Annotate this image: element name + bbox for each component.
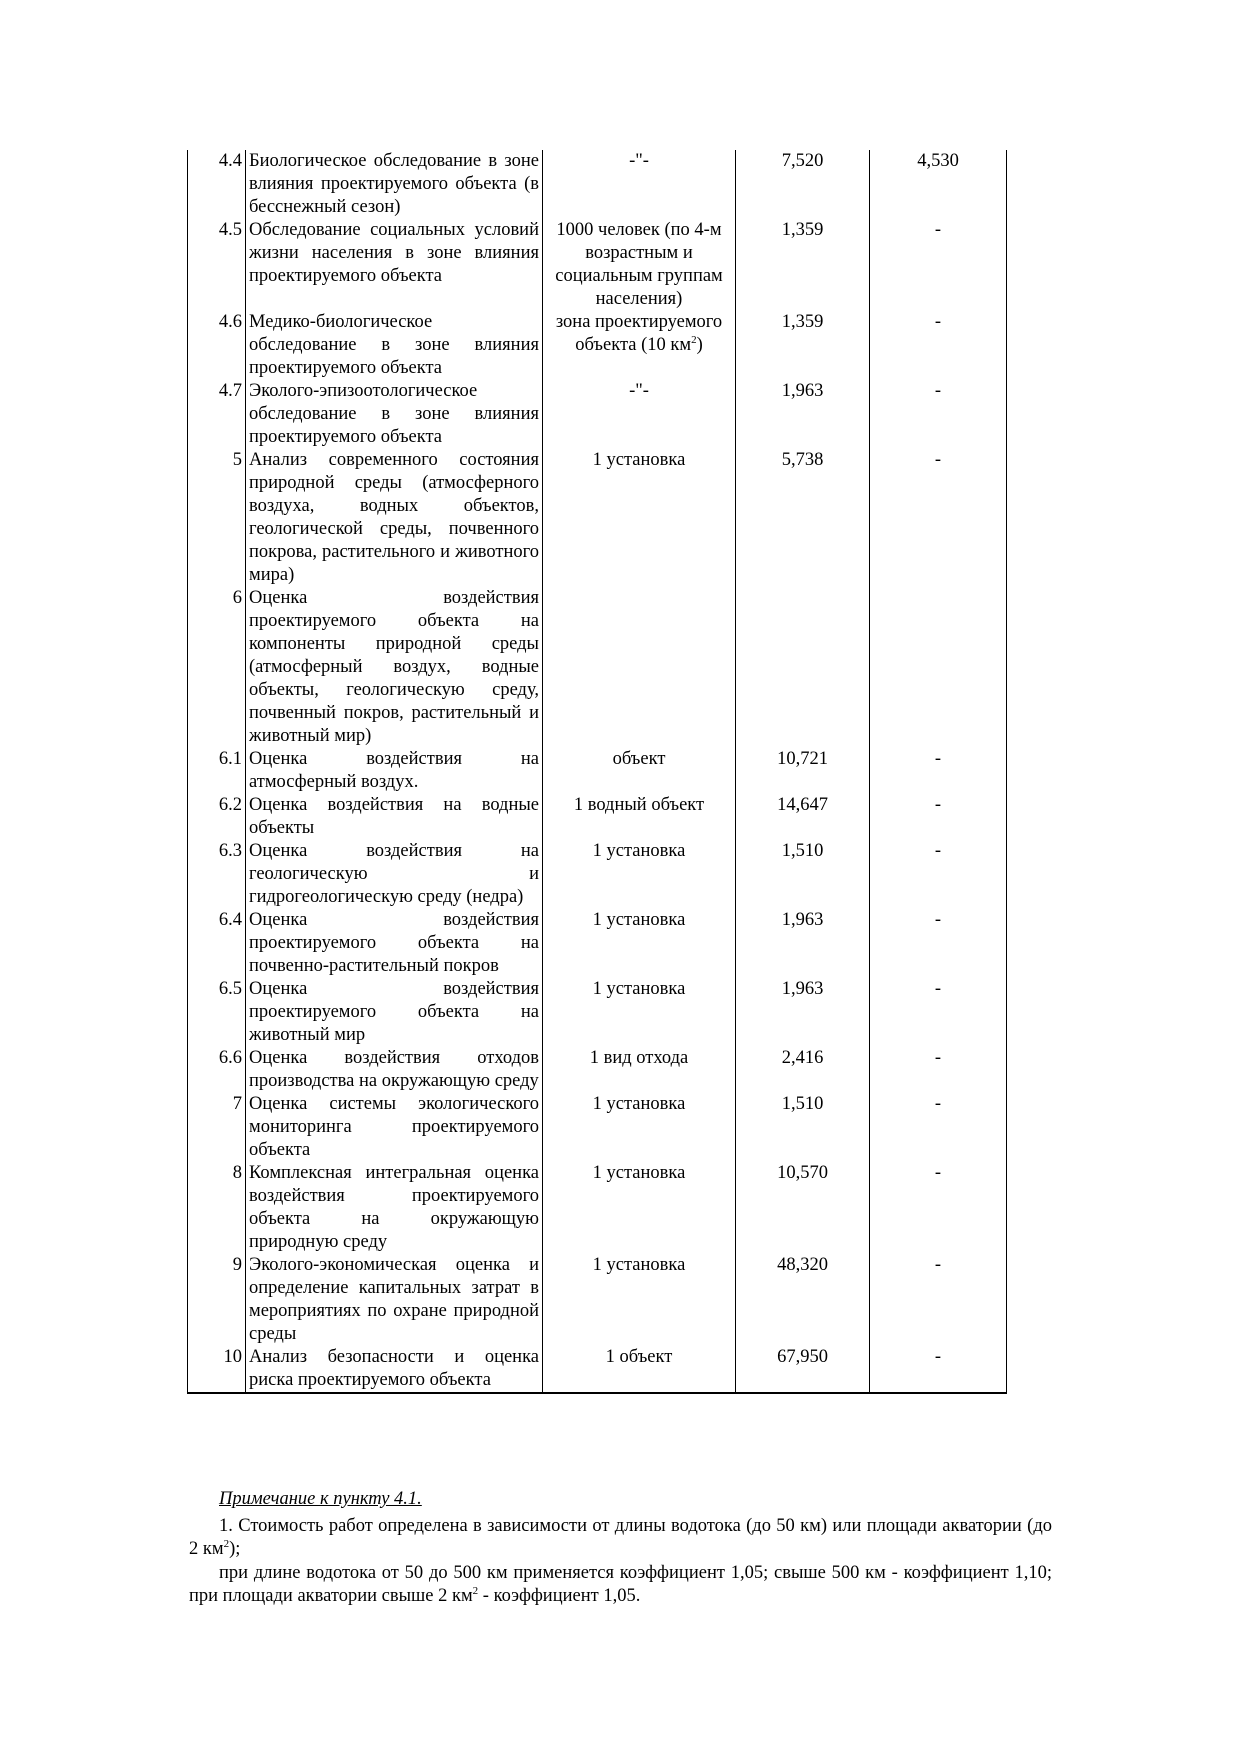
work-name <box>246 840 543 909</box>
measure-unit <box>543 219 736 311</box>
row-number <box>188 840 246 909</box>
price-value-2-text: - <box>934 1255 942 1275</box>
price-value <box>736 449 870 587</box>
note-title: Примечание к пункту 4.1. <box>219 1489 422 1509</box>
price-value-2-text: - <box>934 795 942 815</box>
measure-unit-text: 1000 человек (по 4-м возрастным и социальным группам населения) <box>555 220 723 309</box>
price-value <box>736 1254 870 1346</box>
price-value-text: 5,738 <box>781 450 824 470</box>
row-number-text: 6.1 <box>218 749 242 769</box>
work-name <box>246 1047 543 1093</box>
price-value-2 <box>870 794 1007 840</box>
note-paragraph-1-text: 1. Стоимость работ определена в зависимости от длины водотока (до 50 км) или площади акватории (до 2 км <box>189 1515 1052 1559</box>
price-value-2-text: 4,530 <box>917 151 959 171</box>
work-name <box>246 909 543 978</box>
price-value-2 <box>870 978 1007 1047</box>
price-value <box>736 909 870 978</box>
price-value-2-text: - <box>934 841 942 861</box>
work-name-text: Обследование социальных условий жизни населения в зоне влияния проектируемого объекта <box>249 220 539 286</box>
row-number-text: 6.4 <box>218 910 242 930</box>
table-row <box>188 978 1007 1047</box>
price-value-2 <box>870 587 1007 748</box>
measure-unit <box>543 909 736 978</box>
work-name-text: Биологическое обследование в зоне влияния проектируемого объекта (в бесснежный сезон) <box>249 151 539 217</box>
row-number <box>188 311 246 380</box>
price-value-2 <box>870 1346 1007 1393</box>
row-number-text: 5 <box>232 450 242 470</box>
price-value <box>736 1346 870 1393</box>
work-name-text: Эколого-экономическая оценка и определение капитальных затрат в мероприятиях по охране природной среды <box>249 1255 539 1344</box>
price-value-2-text: - <box>934 220 942 240</box>
measure-unit <box>543 1346 736 1393</box>
row-number <box>188 1346 246 1393</box>
price-value-2 <box>870 380 1007 449</box>
row-number <box>188 1093 246 1162</box>
price-value <box>736 748 870 794</box>
price-value-2 <box>870 1254 1007 1346</box>
row-number-text: 6.2 <box>218 795 242 815</box>
table-row <box>188 1047 1007 1093</box>
price-value-text: 1,963 <box>781 381 824 401</box>
price-value-2-text: - <box>934 910 942 930</box>
row-number <box>188 909 246 978</box>
price-value-2-text: - <box>934 381 942 401</box>
price-value <box>736 1093 870 1162</box>
note-paragraph-2-text: при длине водотока от 50 до 500 км применяется коэффициент 1,05; свыше 500 км - коэффициент 1,10; при площади акватории свыше 2 км <box>189 1562 1052 1606</box>
measure-unit-text: 1 установка <box>592 910 686 930</box>
price-value-2 <box>870 1093 1007 1162</box>
work-name-text: Анализ безопасности и оценка риска проектируемого объекта <box>249 1347 539 1390</box>
price-value-text: 7,520 <box>781 151 824 171</box>
price-value <box>736 380 870 449</box>
price-value-2-text: - <box>934 1163 942 1183</box>
price-value-text: 14,647 <box>777 795 828 815</box>
table-row <box>188 1346 1007 1393</box>
price-value <box>736 311 870 380</box>
row-number <box>188 748 246 794</box>
note-paragraph-1-end: ); <box>229 1539 241 1559</box>
price-value <box>736 219 870 311</box>
row-number <box>188 1162 246 1254</box>
work-name-text: Комплексная интегральная оценка воздействия проектируемого объекта на окружающую природную среду <box>249 1163 539 1252</box>
work-name <box>246 150 543 219</box>
price-value-2-text: - <box>934 1347 942 1367</box>
measure-unit-text: 1 установка <box>592 450 686 470</box>
superscript: 2 <box>472 1584 479 1597</box>
price-value-2-text: - <box>934 979 942 999</box>
table-row <box>188 840 1007 909</box>
measure-unit-text: 1 установка <box>592 979 686 999</box>
table-row <box>188 380 1007 449</box>
work-name-text: Оценка воздействия на атмосферный воздух. <box>249 749 539 792</box>
price-value-text: 10,721 <box>777 749 828 769</box>
table-row <box>188 311 1007 380</box>
measure-unit <box>543 1162 736 1254</box>
price-value-2 <box>870 909 1007 978</box>
work-name <box>246 1093 543 1162</box>
price-value <box>736 1047 870 1093</box>
measure-unit-text: 1 установка <box>592 1094 686 1114</box>
measure-unit-text: -"- <box>629 381 649 401</box>
measure-unit <box>543 794 736 840</box>
row-number <box>188 219 246 311</box>
measure-unit-text: 1 водный объект <box>573 795 705 815</box>
row-number-text: 4.5 <box>218 220 242 240</box>
row-number-text: 6 <box>232 588 242 608</box>
row-number-text: 4.7 <box>218 381 242 401</box>
table-row <box>188 794 1007 840</box>
table-row <box>188 219 1007 311</box>
work-name <box>246 1254 543 1346</box>
work-name <box>246 978 543 1047</box>
measure-unit-text: 1 вид отхода <box>589 1048 689 1068</box>
price-value-text: 1,510 <box>781 1094 824 1114</box>
work-name-text: Оценка системы экологического мониторинга проектируемого объекта <box>249 1094 539 1160</box>
price-value-2 <box>870 219 1007 311</box>
table-row <box>188 1162 1007 1254</box>
price-value-text: 1,359 <box>781 220 824 240</box>
price-value-text: 2,416 <box>781 1048 824 1068</box>
work-name-text: Оценка воздействия проектируемого объекта на почвенно-растительный покров <box>249 910 539 976</box>
table-row <box>188 150 1007 219</box>
work-name-text: Эколого-эпизоотологическое обследование в зоне влияния проектируемого объекта <box>249 381 539 447</box>
work-name-text: Оценка воздействия проектируемого объекта на животный мир <box>249 979 539 1045</box>
work-name <box>246 587 543 748</box>
measure-unit <box>543 748 736 794</box>
price-value-2 <box>870 150 1007 219</box>
row-number <box>188 449 246 587</box>
row-number <box>188 794 246 840</box>
note-paragraph-2-end: - коэффициент 1,05. <box>478 1586 641 1606</box>
row-number-text: 10 <box>223 1347 242 1367</box>
row-number-text: 9 <box>232 1255 242 1275</box>
measure-unit-text: 1 установка <box>592 1255 686 1275</box>
work-name <box>246 794 543 840</box>
measure-unit <box>543 150 736 219</box>
superscript: 2 <box>223 1537 230 1550</box>
measure-unit <box>543 1047 736 1093</box>
superscript: 2 <box>691 333 697 346</box>
work-name-text: Анализ современного состояния природной среды (атмосферного воздуха, водных объектов, геологической среды, почвенного покрова, растительного и животного мира) <box>249 450 539 585</box>
measure-unit-text: 1 установка <box>592 841 686 861</box>
price-value-2 <box>870 311 1007 380</box>
price-value <box>736 587 870 748</box>
price-value-2 <box>870 449 1007 587</box>
price-value-2 <box>870 840 1007 909</box>
price-value-text: 10,570 <box>777 1163 828 1183</box>
price-value-2 <box>870 1047 1007 1093</box>
measure-unit <box>543 380 736 449</box>
work-name-text: Медико-биологическое обследование в зоне влияния проектируемого объекта <box>249 312 539 378</box>
price-value <box>736 1162 870 1254</box>
work-name-text: Оценка воздействия на водные объекты <box>249 795 539 838</box>
table-row <box>188 449 1007 587</box>
measure-unit-text: объект <box>612 749 666 769</box>
row-number <box>188 380 246 449</box>
note-block <box>189 1488 1052 1609</box>
price-value-2 <box>870 1162 1007 1254</box>
row-number-text: 8 <box>232 1163 242 1183</box>
row-number <box>188 150 246 219</box>
row-number-text: 6.5 <box>218 979 242 999</box>
measure-unit-text: 1 установка <box>592 1163 686 1183</box>
measure-unit <box>543 1093 736 1162</box>
table-row <box>188 1093 1007 1162</box>
row-number-text: 7 <box>232 1094 242 1114</box>
measure-unit <box>543 840 736 909</box>
row-number-text: 4.4 <box>218 151 242 171</box>
table-row <box>188 909 1007 978</box>
price-value-2-text: - <box>934 450 942 470</box>
work-name <box>246 380 543 449</box>
price-value-text: 1,359 <box>781 312 824 332</box>
measure-unit <box>543 449 736 587</box>
measure-unit <box>543 1254 736 1346</box>
price-value-2 <box>870 748 1007 794</box>
work-name-text: Оценка воздействия проектируемого объекта на компоненты природной среды (атмосферный воздух, водные объекты, геологическую среду, почвенный покров, растительный и животный мир) <box>249 588 539 746</box>
row-number-text: 6.6 <box>218 1048 242 1068</box>
measure-unit-text: -"- <box>629 151 649 171</box>
row-number <box>188 978 246 1047</box>
measure-unit <box>543 587 736 748</box>
work-name-text: Оценка воздействия на геологическую и гидрогеологическую среду (недра) <box>249 841 539 907</box>
work-name <box>246 219 543 311</box>
work-name <box>246 1162 543 1254</box>
note-paragraph-2 <box>189 1562 1052 1609</box>
row-number-text: 4.6 <box>218 312 242 332</box>
row-number <box>188 587 246 748</box>
price-value-text: 1,963 <box>781 910 824 930</box>
price-value-text: 1,963 <box>781 979 824 999</box>
measure-unit-text: 1 объект <box>605 1347 673 1367</box>
measure-unit <box>543 311 736 380</box>
price-value <box>736 978 870 1047</box>
price-value-text: 67,950 <box>777 1347 828 1367</box>
price-value <box>736 840 870 909</box>
measure-unit <box>543 978 736 1047</box>
work-name <box>246 311 543 380</box>
table-row <box>188 748 1007 794</box>
note-paragraph-1 <box>189 1515 1052 1562</box>
work-name-text: Оценка воздействия отходов производства на окружающую среду <box>249 1048 539 1091</box>
price-value-2-text: - <box>934 312 942 332</box>
table-row <box>188 587 1007 748</box>
work-name <box>246 748 543 794</box>
price-value <box>736 150 870 219</box>
price-value-2-text: - <box>934 1048 942 1068</box>
cost-table <box>187 150 1007 1394</box>
work-name <box>246 1346 543 1393</box>
work-name <box>246 449 543 587</box>
price-value-text: 48,320 <box>777 1255 828 1275</box>
row-number <box>188 1047 246 1093</box>
measure-unit-text: зона проектируемого объекта (10 км <box>555 312 723 355</box>
cost-table-body <box>188 150 1007 1393</box>
price-value-2-text: - <box>934 1094 942 1114</box>
table-row <box>188 1254 1007 1346</box>
measure-unit-end: ) <box>696 335 703 355</box>
row-number <box>188 1254 246 1346</box>
price-value-text: 1,510 <box>781 841 824 861</box>
row-number-text: 6.3 <box>218 841 242 861</box>
price-value <box>736 794 870 840</box>
price-value-2-text: - <box>934 749 942 769</box>
